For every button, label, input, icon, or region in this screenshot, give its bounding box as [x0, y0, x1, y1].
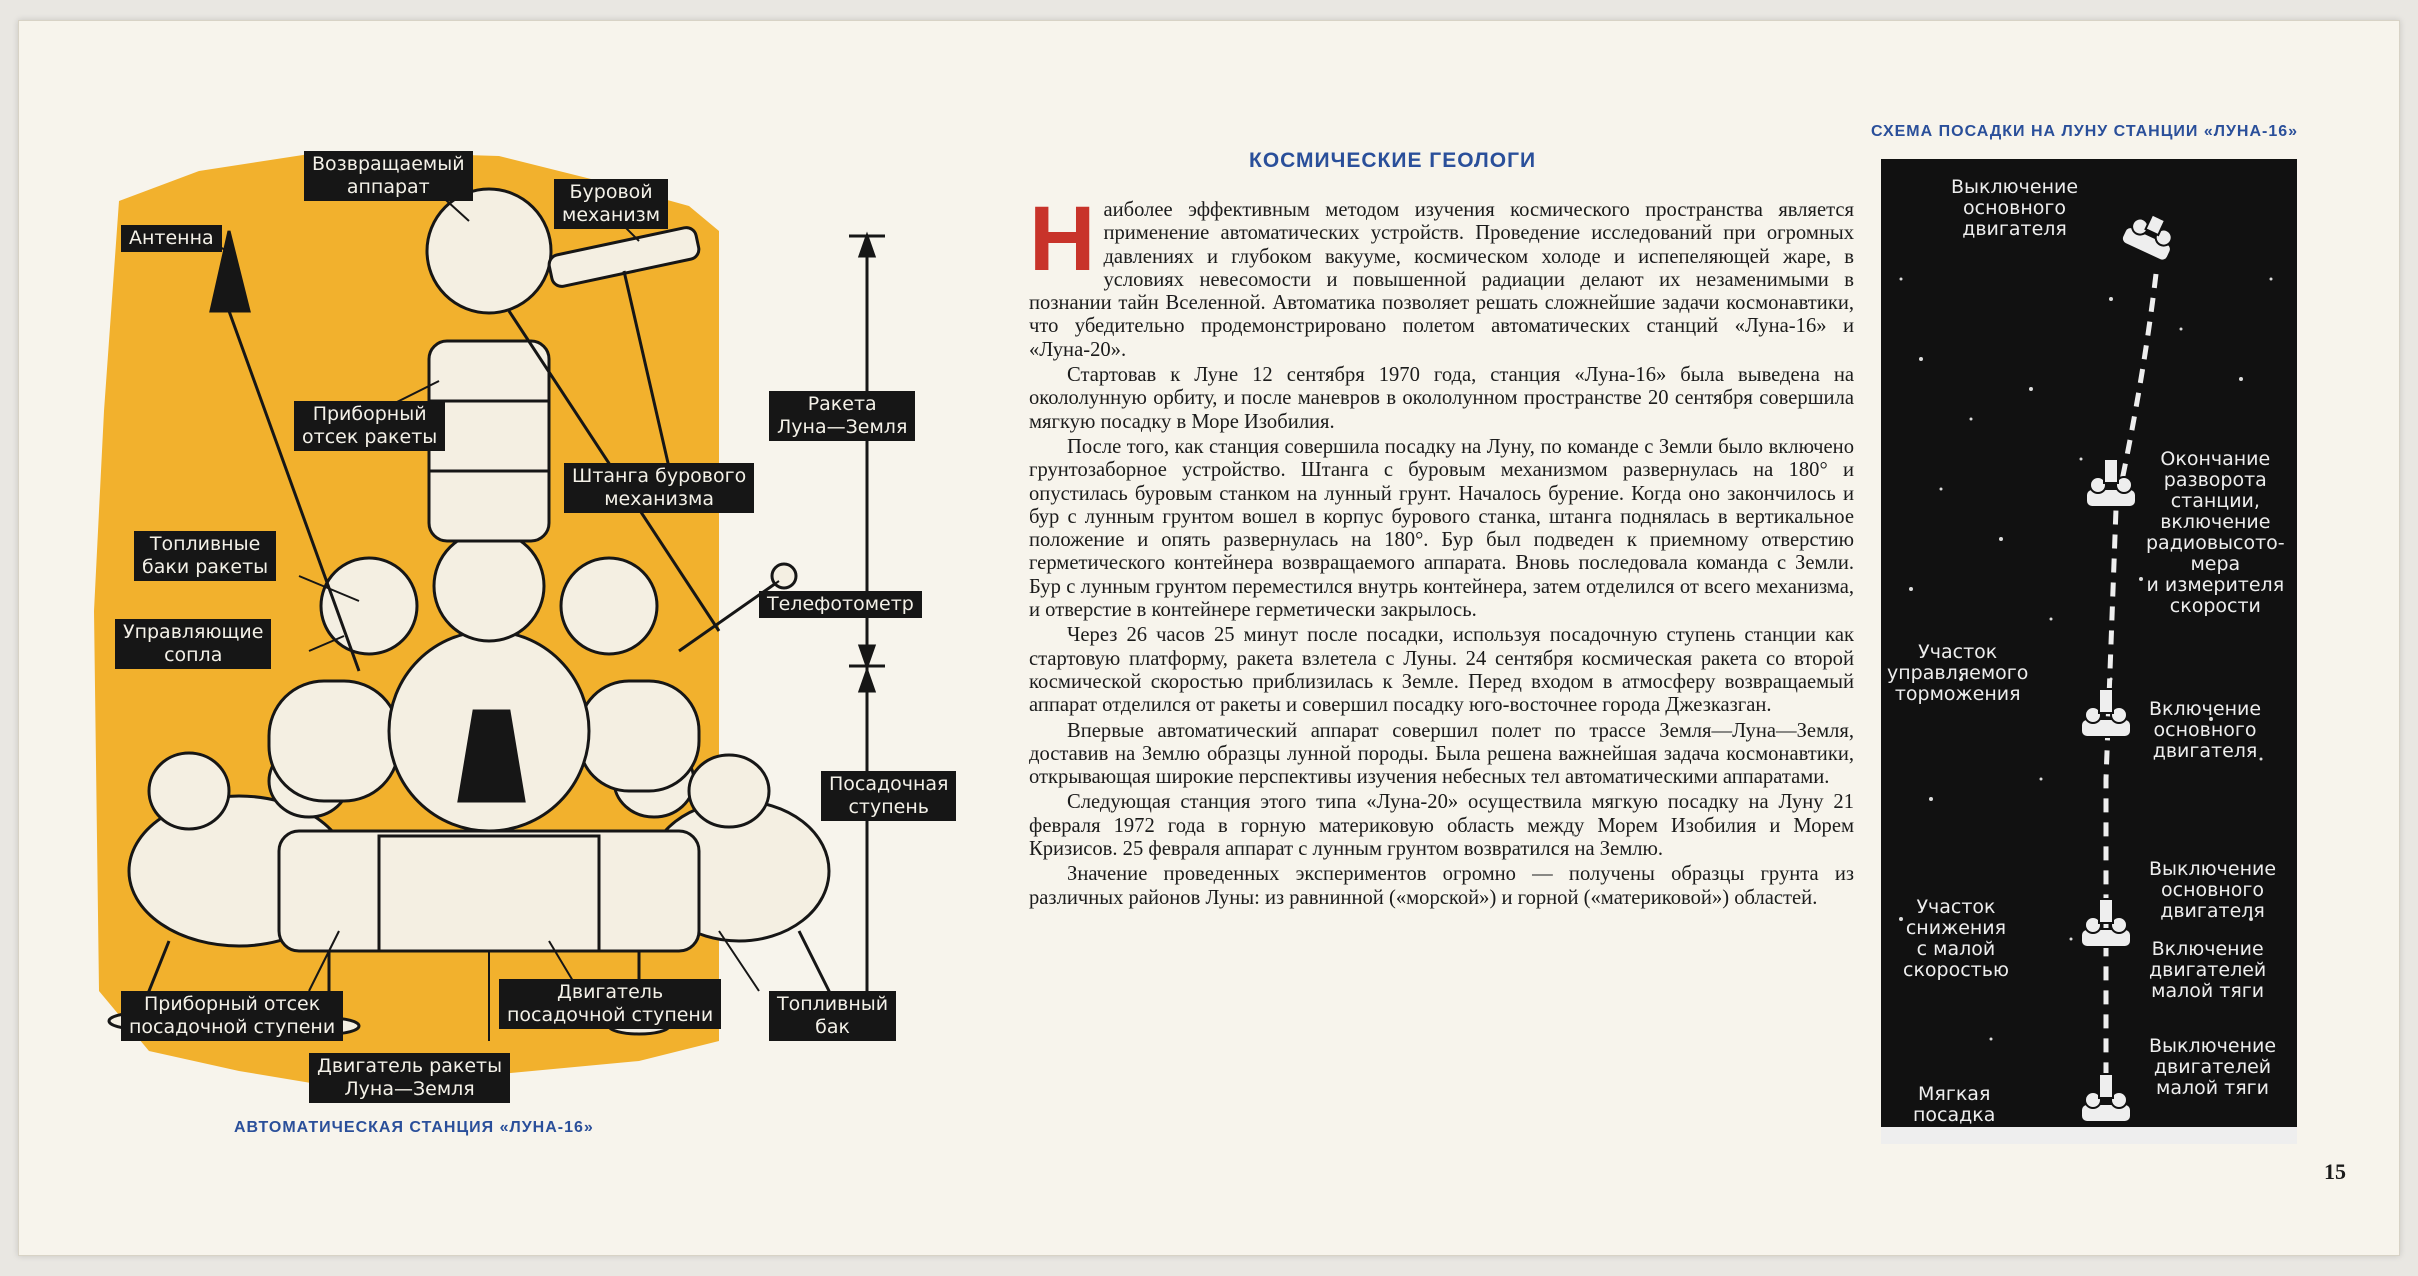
label-rocket-instrument-bay: Приборный отсек ракеты [294, 401, 445, 451]
label-return-capsule: Возвращаемый аппарат [304, 151, 473, 201]
label-low-thrust-off: Выключение двигателей малой тяги [2149, 1035, 2277, 1099]
paragraph-3: После того, как станция совершила посадку на Луну, по команде с Земли было включено грунтозаборное устройство. Штанга с буровым механизмом развернулась на 180° и опустилась буровым станком на лунный грунт. Началось бурение. Когда оно закончилось и бур с лунным грунтом вошел в корпус бурового станка, штанга поднялась в вертикальное положение и опять развернулась на 180°. Бур был подведен к приемному отверстию герметического контейнера возвращаемого аппарата. Вновь последовала команда с Земли. Бур с лунным грунтом переместился внутрь контейнера, затем отделился от всего механизма, и отверстие в контейнере герметически закрылось. [1029, 435, 1854, 622]
label-low-thrust-on: Включение двигателей малой тяги [2149, 938, 2267, 1002]
lunar-surface [1881, 1127, 2297, 1144]
left-figure-caption: АВТОМАТИЧЕСКАЯ СТАНЦИЯ «ЛУНА-16» [234, 1119, 594, 1136]
label-landing-stage: Посадочная ступень [821, 771, 956, 821]
label-turn-end: Окончание разворота станции, включение радиовысото- мера и измерителя скорости [2146, 448, 2285, 617]
drop-cap: Н [1029, 188, 1096, 290]
paragraph-6: Следующая станция этого типа «Луна-20» осуществила мягкую посадку на Луну 21 февраля 1972 года в горную материковую область между Морем Изобилия и Морем Кризисов. 25 февраля аппарат с лунным грунтом возвратился на Землю. [1029, 791, 1854, 861]
label-main-engine-off-1: Выключение основного двигателя [1951, 176, 2079, 240]
label-landing-stage-engine: Двигатель посадочной ступени [499, 979, 721, 1029]
label-soft-landing: Мягкая посадка [1913, 1083, 1996, 1126]
label-low-speed-descent: Участок снижения с малой скоростью [1903, 896, 2009, 981]
article-title: КОСМИЧЕСКИЕ ГЕОЛОГИ [1249, 149, 1537, 172]
label-rocket-engine: Двигатель ракеты Луна—Земля [309, 1053, 510, 1103]
label-drill-arm: Штанга бурового механизма [564, 463, 754, 513]
dimension-lines [849, 236, 885, 1026]
article-body [1029, 188, 1854, 912]
book-page [18, 20, 2400, 1256]
paragraph-4: Через 26 часов 25 минут после посадки, используя посадочную ступень станции как стартовую платформу, ракета взлетела с Луны. 24 сентября космическая ракета со второй космической скоростью приблизилась к Земле. Перед входом в атмосферу возвращаемый аппарат отделился от ракеты и совершил посадку юго-восточнее города Джезказган. [1029, 624, 1854, 717]
label-telephotometer: Телефотометр [759, 591, 922, 618]
page-number: 15 [2324, 1159, 2346, 1184]
label-fuel-tank: Топливный бак [769, 991, 896, 1041]
paragraph-1 [1029, 188, 1854, 362]
right-figure-caption: СХЕМА ПОСАДКИ НА ЛУНУ СТАНЦИИ «ЛУНА-16» [1871, 123, 2299, 140]
label-landing-stage-instrument-bay: Приборный отсек посадочной ступени [121, 991, 343, 1041]
label-rocket-fuel-tanks: Топливные баки ракеты [134, 531, 276, 581]
label-controlled-braking: Участок управляемого торможения [1887, 641, 2029, 705]
label-control-nozzles: Управляющие сопла [115, 619, 271, 669]
label-main-engine-on: Включение основного двигателя [2149, 698, 2262, 762]
label-rocket-luna-earth: Ракета Луна—Земля [769, 391, 915, 441]
paragraph-1-text: аиболее эффективным методом изучения космического пространства является применение автоматических устройств. Проведение исследований при огромных давлениях и глубоком вакууме, космическом холоде и испепеляющей жаре, в условиях невесомости и повышенной радиации делают их незаменимыми в познании тайн Вселенной. Автоматика позволяет решать сложнейшие задачи космонавтики, что убедительно продемонстрировано полетом автоматических станций «Луна-16» и «Луна-20». [1029, 199, 1854, 361]
paragraph-7: Значение проведенных экспериментов огромно — получены образцы грунта из различных районов Луны: из равнинной («морской») и горной («материковой») областей. [1029, 863, 1854, 909]
paragraph-5: Впервые автоматический аппарат совершил полет по трассе Земля—Луна—Земля, доставив на Землю образцы лунной породы. Была решена важнейшая задача космонавтики, открывающая широкие перспективы изучения небесных тел автоматическими аппаратами. [1029, 719, 1854, 789]
label-main-engine-off-2: Выключение основного двигателя [2149, 858, 2277, 922]
label-drill-mechanism: Буровой механизм [554, 179, 668, 229]
label-antenna: Антенна [121, 225, 222, 252]
landing-scheme [1881, 159, 2297, 1144]
paragraph-2: Стартовав к Луне 12 сентября 1970 года, станция «Луна-16» была выведена на окололунную орбиту, и после маневров в окололунном пространстве 20 сентября совершила мягкую посадку в Море Изобилия. [1029, 364, 1854, 433]
station-diagram [79, 111, 969, 1111]
